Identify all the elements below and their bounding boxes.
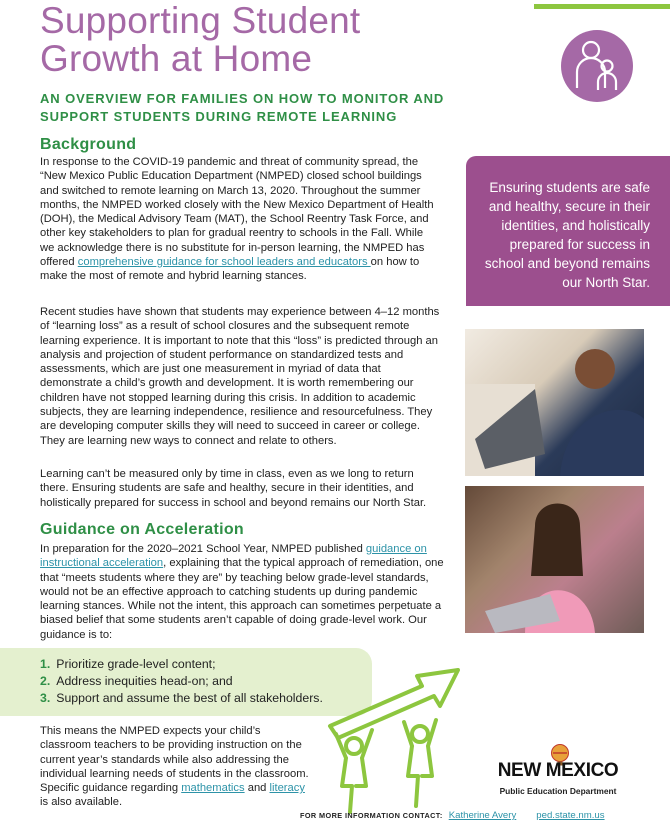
list-number: 2. (40, 674, 51, 688)
growth-arrow-icon (322, 664, 464, 814)
list-number: 1. (40, 657, 51, 671)
guidance-paragraph-2 (40, 724, 312, 810)
guidance-list-item (40, 690, 323, 707)
background-p1-text: In response to the COVID-19 pandemic and threat of community spread, the “New Mexico Public Education Department (NMPED) closed school buildings and switched to remote learning on March 13, 2020. Throughout the summer months, the NMPED worked closely with the New Mexico Department of Health (DOH), the Medical Advisory Team (MAT), the School Reentry Task Force, and other key stakeholders to plan for gradual reentry to schools in the Fall. While we acknowledge there is no substitute for in-person learning, the NMPED has offered (40, 156, 434, 269)
list-number: 3. (40, 691, 51, 705)
title-line-2: Growth at Home (40, 38, 313, 79)
subtitle-line-1: AN OVERVIEW FOR FAMILIES ON HOW TO MONITOR AND (40, 91, 445, 106)
guidance-p2-text: This means the NMPED expects your child’s classroom teachers to be providing instruction on the current year’s standards while also addressing the individual learning needs of students in the classroom. Specific guidance regarding (40, 725, 309, 795)
list-text: Prioritize grade-level content; (56, 657, 216, 671)
background-paragraph-2: Recent studies have shown that students may experience between 4–12 months of “learning loss” as a result of school closures and the subsequent remote learning experience. It is important to note that this “loss” is predicted through an analysis and projection of student performance on standardized tests and assessments, which are just one measurement in myriad of data that demonstrate a child’s growth and development. It is worth remembering our children have not stopped learning during this crisis. In addition to academic subjects, they are learning independence, resilience and resourcefulness. They are developing computer skills they will need to succeed in career or college. They are learning new ways to connect and relate to others. (40, 306, 440, 447)
student-smiling-photo (465, 486, 644, 633)
mathematics-link[interactable]: mathematics (181, 782, 245, 795)
logo-subtitle: Public Education Department (499, 786, 617, 796)
north-star-callout (466, 156, 670, 306)
top-accent-bar (534, 4, 670, 9)
guidance-heading: Guidance on Acceleration (40, 521, 244, 538)
family-icon (561, 30, 633, 102)
guidance-p2-and: and (244, 782, 270, 795)
callout-text: Ensuring students are safe and healthy, secure in their identities, and holistically prepared for success in school and beyond remains our North Star. (484, 180, 650, 290)
guidance-paragraph-1 (40, 542, 445, 642)
literacy-link[interactable]: literacy (269, 782, 305, 795)
subtitle-line-2: SUPPORT STUDENTS DURING REMOTE LEARNING (40, 109, 398, 124)
guidance-list-item (40, 656, 323, 673)
website-link[interactable]: ped.state.nm.us (536, 810, 605, 821)
logo-wordmark: NEW MEXICO (497, 760, 619, 781)
contact-link[interactable]: Katherine Avery (448, 810, 517, 821)
background-paragraph-1 (40, 155, 440, 284)
instructional-acceleration-link[interactable]: guidance on instructional acceleration (40, 543, 427, 570)
background-p1-text-end: on how to make the most of remote and hybrid learning stances. (40, 256, 420, 283)
guidance-list-item (40, 673, 323, 690)
background-paragraph-3: Learning can’t be measured only by time in class, even as we long to return there. Ensuring students are safe and healthy, secure in their identities, and holistically prepared for success in school and beyond remains our North Star. (40, 468, 427, 509)
guidance-list-band (0, 648, 372, 716)
list-text: Support and assume the best of all stakeholders. (56, 691, 323, 705)
school-leaders-guidance-link[interactable]: comprehensive guidance for school leaders and educators (77, 256, 371, 269)
guidance-p2-text-end: is also available. (40, 796, 123, 809)
guidance-p1-text: In preparation for the 2020–2021 School Year, NMPED published (40, 543, 366, 555)
footer (300, 810, 605, 821)
background-heading: Background (40, 136, 137, 153)
page-title (40, 2, 360, 78)
nmped-logo (482, 744, 634, 804)
guidance-p1-text-end: , explaining that the typical approach of remediation, one that “meets students where they are” by teaching below grade-level standards, would not be an effective approach to catching students up during pandemic learning stances. While not the intent, this approach can sometimes perpetuate a biased belief that some students aren’t capable of doing grade-level work. Our guidance is to: (40, 557, 444, 641)
footer-label: FOR MORE INFORMATION CONTACT: (300, 811, 443, 820)
list-text: Address inequities head-on; and (56, 674, 233, 688)
title-line-1: Supporting Student (40, 0, 361, 41)
guidance-list (40, 656, 323, 707)
page-subtitle (40, 90, 530, 126)
student-laptop-photo (465, 329, 644, 476)
